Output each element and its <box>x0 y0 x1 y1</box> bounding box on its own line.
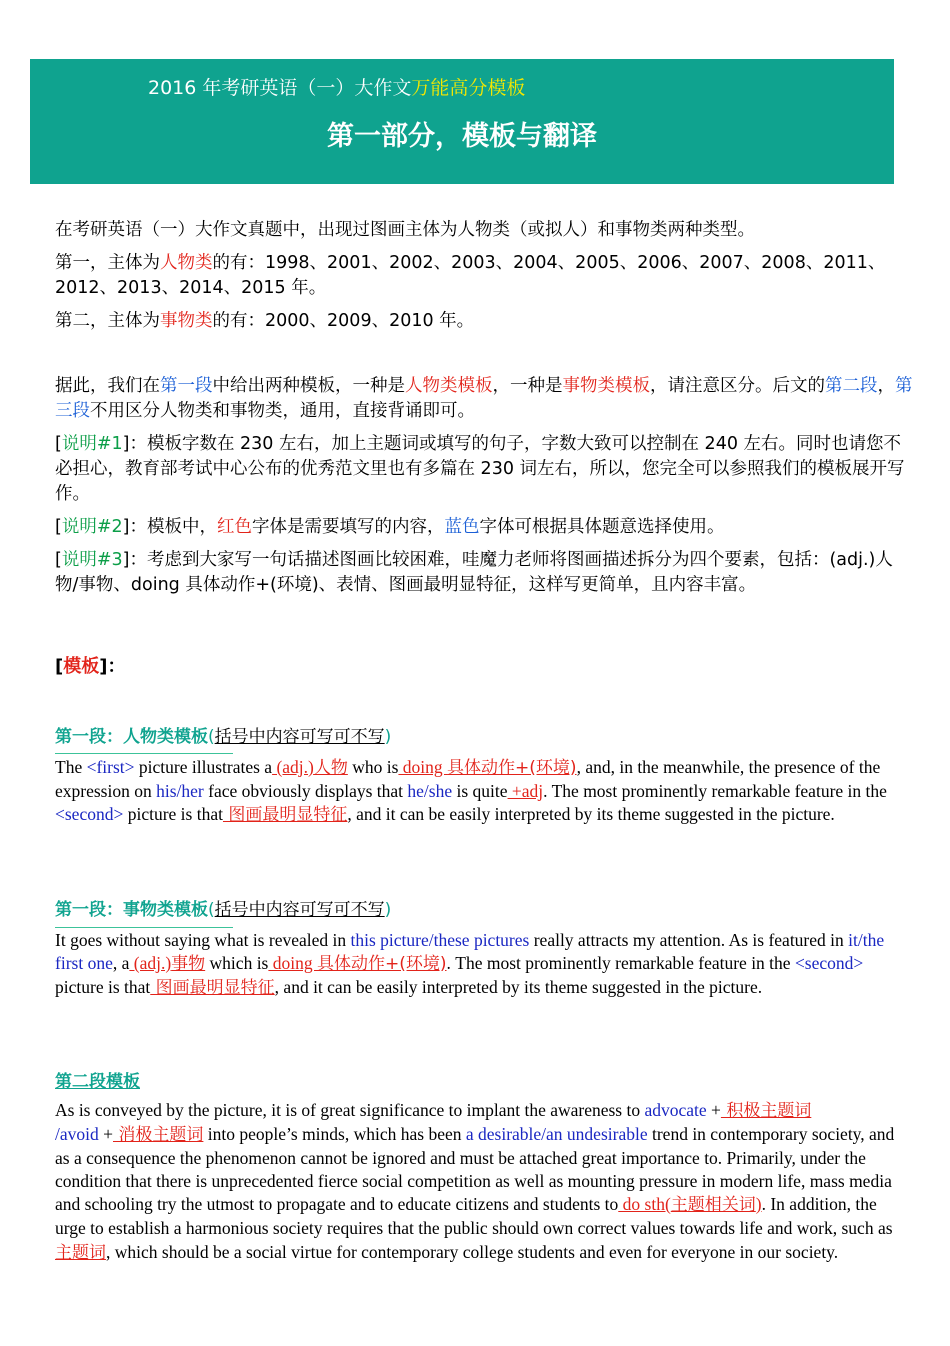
fill-adj: +adj <box>507 781 544 801</box>
intro-p3-post: 的有：2000、2009、2010 年。 <box>212 311 475 331</box>
note-2-open: [ <box>55 517 62 537</box>
note-3-open: [ <box>55 550 62 570</box>
banner-subtitle-highlight: 万能高分模板 <box>411 77 526 99</box>
second-template-heading <box>55 1067 140 1092</box>
fill-text: ) <box>755 1194 762 1214</box>
template-heading <box>55 652 125 678</box>
second-template-label: 第二段模板 <box>55 1072 140 1092</box>
template-heading-open: [ <box>55 656 64 677</box>
intro-p4-h: 第二段 <box>825 376 878 396</box>
intro-p2-pre: 第一，主体为 <box>55 253 160 273</box>
thing-paren-open: ( <box>208 900 215 920</box>
text-run: is quite <box>452 781 508 801</box>
option-second: <second> <box>55 804 124 824</box>
intro-p4-i: ， <box>877 376 895 396</box>
fill-text-cn: 消极主题词 <box>113 1125 204 1145</box>
banner-subtitle-main: 2016 年考研英语（一）大作文 <box>148 77 412 99</box>
note-2 <box>55 515 915 540</box>
intro-p4-j: 第三段 <box>55 376 913 421</box>
intro-p4-e: ，一种是 <box>492 376 563 396</box>
fill-negative-topic <box>113 1124 203 1144</box>
text-run: picture is that <box>55 977 151 997</box>
note-1-label: 说明#1 <box>61 434 123 454</box>
fill-do-sth <box>618 1194 761 1214</box>
fill-text-cn: 主题词 <box>55 1243 106 1263</box>
fill-text-cn: 具体动作+(环境) <box>317 954 447 974</box>
text-run: , a <box>112 953 130 973</box>
note-2-red: 红色 <box>216 517 252 537</box>
intro-p4 <box>55 374 915 424</box>
banner-title: 第一部分，模板与翻译 <box>327 121 597 152</box>
note-3-label: 说明#3 <box>61 550 123 570</box>
option-it-first-one: it/the first one <box>55 930 885 973</box>
intro-p4-b: 第一段 <box>160 376 213 396</box>
template-heading-close: ]： <box>99 656 126 677</box>
thing-paren-close: ) <box>384 900 392 920</box>
option-avoid: /avoid <box>55 1124 99 1144</box>
template-heading-label: 模板 <box>63 656 100 677</box>
note-1-text: ]：模板字数在 230 左右，加上主题词或填写的句子，字数大致可以控制在 240 左右。同时也请您不必担心，教育部考试中心公布的优秀范文里也有多篇在 230 词左右，所以，您完全可以参照我们的模板展开写作。 <box>55 434 905 504</box>
thing-paren-note: 括号中内容可写可不写 <box>214 900 385 920</box>
fill-adj-person <box>272 757 348 777</box>
option-second: <second> <box>794 953 864 973</box>
intro-p4-g: ，请注意区分。后文的 <box>650 376 825 396</box>
fill-text-cn: 具体动作+(环境) <box>447 758 577 778</box>
intro-p4-f: 事物类模板 <box>562 376 650 396</box>
intro-p4-d: 人物类模板 <box>405 376 493 396</box>
intro-p2-red: 人物类 <box>160 253 213 273</box>
person-template-label: 第一段：人物类模板 <box>55 727 208 747</box>
text-run: trend in contemporary society, and as a consequence the phenomenon cannot be ignored and must be attached great importance to. Primarily, under the condition that there is unprecedented fierce social competition as well as mounting pressure in modern life, mass media and schooling try the utmost to propagate and to educate citizens and students to <box>55 1124 895 1214</box>
fill-text-cn: 积极主题词 <box>720 1101 812 1121</box>
fill-text-cn: 图画最明显特征 <box>222 805 348 825</box>
text-run: The <box>55 757 87 777</box>
text-run: . In addition, the urge to establish a harmonious society requires that the public should own correct values towards life and work, such as <box>55 1194 893 1238</box>
thing-template-body <box>55 929 895 1000</box>
option-his-her: his/her <box>156 781 204 801</box>
fill-text-cn: 事物 <box>171 954 206 974</box>
fill-text: doing <box>398 757 448 777</box>
fill-doing-action <box>268 953 446 973</box>
fill-feature <box>223 804 347 824</box>
intro-p3 <box>55 309 915 334</box>
intro-p4-c: 中给出两种模板，一种是 <box>212 376 405 396</box>
option-he-she: he/she <box>407 781 453 801</box>
text-run: , and, in the meanwhile, the presence of the expression on <box>55 757 881 801</box>
note-1-open: [ <box>55 434 62 454</box>
note-2-label: 说明#2 <box>61 517 123 537</box>
intro-section <box>55 218 915 606</box>
second-template-body <box>55 1099 895 1265</box>
text-run: . The most prominently remarkable feature in the <box>446 953 795 973</box>
banner-subtitle <box>148 73 525 100</box>
text-run: face obviously displays that <box>203 781 408 801</box>
text-run: . The most prominently remarkable feature in the <box>543 781 887 801</box>
fill-adj-thing <box>129 953 205 973</box>
person-template-heading <box>55 722 391 747</box>
intro-p4-k: 不用区分人物类和事物类，通用，直接背诵即可。 <box>90 401 475 421</box>
intro-p1: 在考研英语（一）大作文真题中，出现过图画主体为人物类（或拟人）和事物类两种类型。 <box>55 220 755 240</box>
intro-p4-a: 据此，我们在 <box>55 376 160 396</box>
fill-text: (adj.) <box>272 757 314 777</box>
fill-text-cn: 主题相关词 <box>670 1195 756 1215</box>
option-advocate: advocate <box>644 1100 707 1120</box>
person-paren-note: 括号中内容可写可不写 <box>214 727 385 747</box>
text-run: + <box>98 1124 113 1144</box>
option-desirable-undesirable: a desirable/an undesirable <box>465 1124 648 1144</box>
fill-text: doing <box>268 953 317 973</box>
text-run: , and it can be easily interpreted by its theme suggested in the picture. <box>274 977 763 997</box>
text-run: really attracts my attention. As is featured in <box>529 930 849 950</box>
note-1 <box>55 432 915 507</box>
person-paren-open: ( <box>208 727 215 747</box>
fill-feature <box>150 977 274 997</box>
fill-text: do sth( <box>618 1194 671 1214</box>
thing-template-label: 第一段：事物类模板 <box>55 900 208 920</box>
note-2-b: 字体是需要填写的内容， <box>251 517 445 537</box>
second-template-paragraph <box>55 1099 895 1265</box>
thing-template-heading <box>55 895 391 920</box>
header-banner <box>30 59 894 184</box>
text-run: As is conveyed by the picture, it is of great significance to implant the awareness to <box>55 1100 645 1120</box>
fill-text-cn: 图画最明显特征 <box>150 978 275 998</box>
option-first: <first> <box>86 757 135 777</box>
fill-doing-action <box>398 757 576 777</box>
note-2-blue: 蓝色 <box>444 517 480 537</box>
text-run: which is <box>205 953 269 973</box>
intro-p3-pre: 第二，主体为 <box>55 311 160 331</box>
note-2-a: ]：模板中， <box>122 517 217 537</box>
intro-p2 <box>55 251 915 301</box>
text-run: + <box>706 1100 721 1120</box>
text-run: , and it can be easily interpreted by its theme suggested in the picture. <box>347 804 835 824</box>
fill-positive-topic <box>721 1100 811 1120</box>
person-paren-close: ) <box>384 727 392 747</box>
person-template-body <box>55 756 895 827</box>
text-run: picture is that <box>123 804 223 824</box>
intro-p2-post: 的有：1998、2001、2002、2003、2004、2005、2006、2007、2008、2011、2012、2013、2014、2015 年。 <box>55 253 886 298</box>
option-picture-pictures: this picture/these pictures <box>350 930 530 950</box>
note-3-text: ]：考虑到大家写一句话描述图画比较困难，哇魔力老师将图画描述拆分为四个要素，包括：(adj.)人物/事物、doing 具体动作+(环境)、表情、图画最明显特征，这样写更简单，且内容丰富。 <box>55 550 893 595</box>
fill-topic-word <box>55 1242 106 1262</box>
thing-template-paragraph <box>55 929 895 1000</box>
text-run: into people’s minds, which has been <box>203 1124 466 1144</box>
fill-text-cn: 人物 <box>313 758 348 778</box>
intro-p3-red: 事物类 <box>160 311 213 331</box>
text-run: who is <box>347 757 399 777</box>
fill-text: (adj.) <box>129 953 172 973</box>
text-run: picture illustrates a <box>134 757 273 777</box>
text-run: , which should be a social virtue for contemporary college students and even for everyone in our society. <box>106 1242 839 1262</box>
text-run: It goes without saying what is revealed in <box>55 930 351 950</box>
thing-heading-rule <box>55 927 233 928</box>
note-3 <box>55 548 915 598</box>
note-2-c: 字体可根据具体题意选择使用。 <box>479 517 725 537</box>
person-heading-rule <box>55 753 233 754</box>
person-template-paragraph <box>55 756 895 827</box>
